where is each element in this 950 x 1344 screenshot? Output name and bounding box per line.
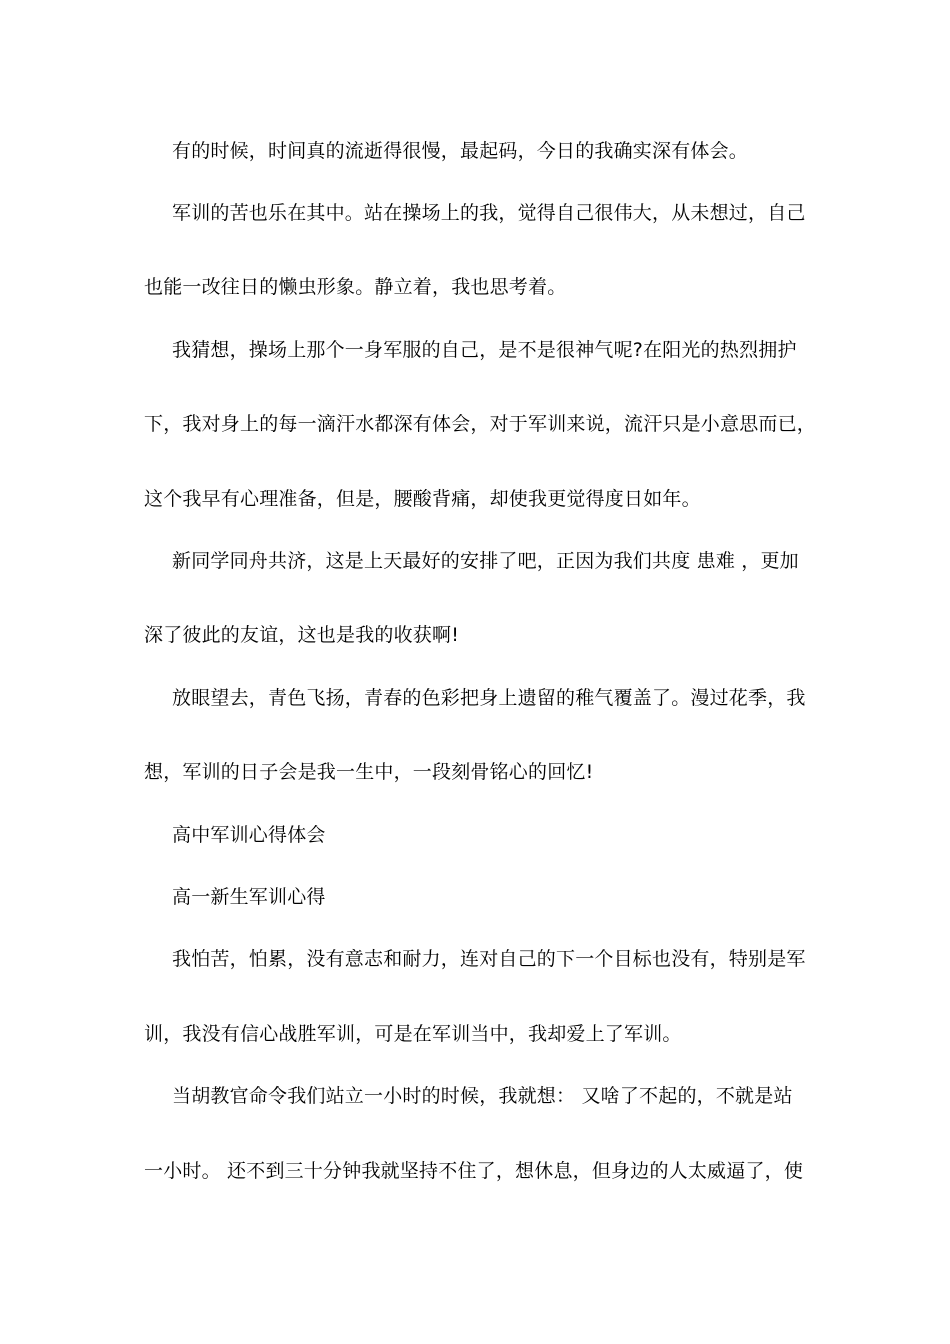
paragraph-line: 当胡教官命令我们站立一小时的时候，我就想： 又啥了不起的，不就是站 — [172, 1085, 793, 1107]
paragraph-line: 我怕苦，怕累，没有意志和耐力，连对自己的下一个目标也没有，特别是军 — [172, 948, 806, 970]
paragraph-line: 一小时。 还不到三十分钟我就坚持不住了，想休息，但身边的人太威逼了，使 — [144, 1160, 804, 1182]
paragraph-line: 我猜想，操场上那个一身军服的自己，是不是很神气呢?在阳光的热烈拥护 — [172, 339, 797, 361]
paragraph-line: 有的时候，时间真的流逝得很慢，最起码，今日的我确实深有体会。 — [172, 140, 749, 162]
section-heading: 高中军训心得体会 — [172, 824, 326, 846]
paragraph-line: 放眼望去，青色飞扬，青春的色彩把身上遗留的稚气覆盖了。漫过花季，我 — [172, 687, 806, 709]
paragraph-line: 想，军训的日子会是我一生中，一段刻骨铭心的回忆! — [144, 761, 594, 783]
paragraph-line: 这个我早有心理准备，但是，腰酸背痛，却使我更觉得度日如年。 — [144, 488, 701, 510]
section-heading: 高一新生军训心得 — [172, 886, 326, 908]
paragraph-line: 训，我没有信心战胜军训，可是在军训当中，我却爱上了军训。 — [144, 1023, 682, 1045]
paragraph-line: 深了彼此的友谊，这也是我的收获啊! — [144, 624, 460, 646]
paragraph-line: 军训的苦也乐在其中。站在操场上的我，觉得自己很伟大，从未想过，自己 — [172, 202, 806, 224]
paragraph-line: 下，我对身上的每一滴汗水都深有体会，对于军训来说，流汗只是小意思而已， — [144, 413, 817, 435]
paragraph-line: 也能一改往日的懒虫形象。静立着，我也思考着。 — [144, 276, 567, 298]
paragraph-line: 新同学同舟共济，这是上天最好的安排了吧，正因为我们共度 患难 ，更加 — [172, 550, 799, 572]
